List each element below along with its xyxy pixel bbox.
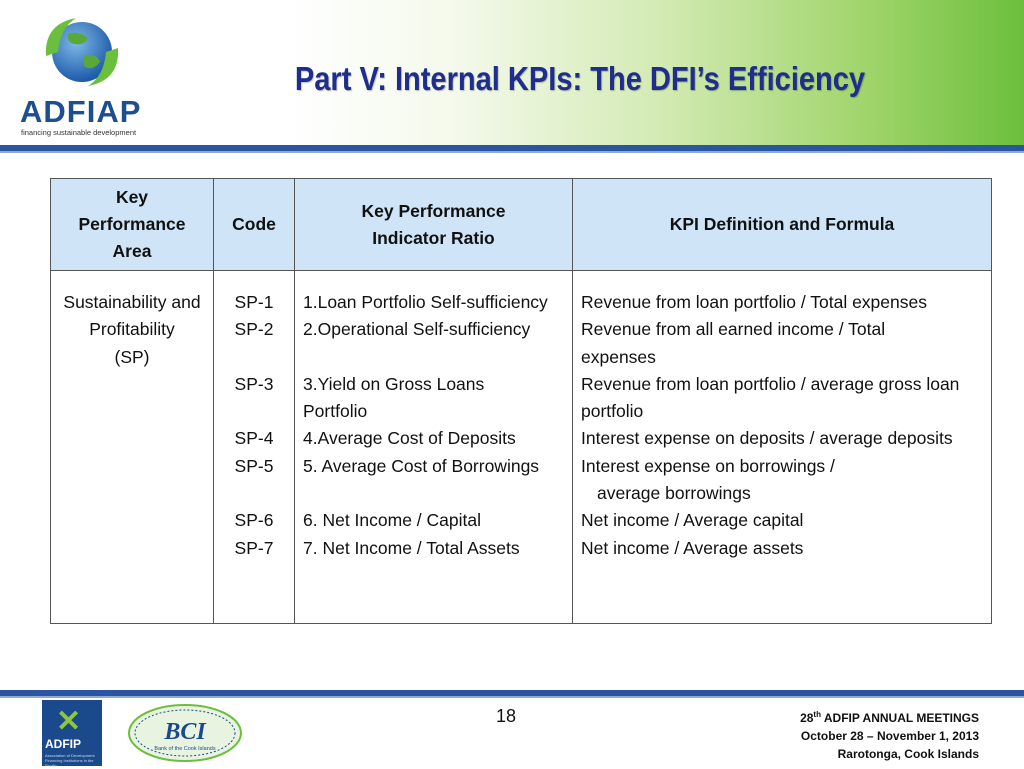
definition-item: Interest expense on deposits / average deposits [581, 428, 953, 449]
bci-wordmark: BCI [164, 719, 206, 745]
definition-item: Interest expense on borrowings / [581, 455, 835, 476]
meeting-place: Rarotonga, Cook Islands [837, 747, 979, 761]
kpa-line: Profitability [89, 319, 175, 340]
definition-item: Revenue from loan portfolio / Total expenses [581, 292, 927, 312]
definition-item: Revenue from all earned income / Total expenses [581, 319, 886, 367]
meeting-title-line: 28th ADFIP ANNUAL MEETINGS [800, 710, 979, 725]
code-item: SP-2 [234, 319, 274, 340]
ratio-item: 7. Net Income / Total Assets [303, 537, 520, 558]
bci-emblem-icon [126, 702, 244, 764]
adfip-subtitle: Association of Development Financing Institutions in the Pacific [45, 753, 95, 768]
globe-icon [38, 12, 126, 92]
logo-wordmark: ADFIAP [20, 94, 142, 129]
ratio-item: 5. Average Cost of Borrowings [303, 455, 540, 476]
ratio-item: 6. Net Income / Capital [303, 510, 481, 531]
ratio-item: 1.Loan Portfolio Self-sufficiency [303, 292, 548, 312]
ratio-item: 3.Yield on Gross Loans Portfolio [303, 373, 485, 422]
definition-item: Net income / Average capital [581, 510, 804, 531]
definition-item: Net income / Average assets [581, 537, 804, 558]
bci-logo [126, 702, 244, 764]
ratio-cell [295, 271, 573, 624]
code-item: SP-3 [234, 373, 274, 394]
slide-title: Part V: Internal KPIs: The DFI’s Efficiency [294, 60, 866, 97]
table-header-row [51, 179, 992, 271]
meeting-info [800, 706, 979, 763]
kpa-line: Sustainability and [63, 292, 201, 312]
adfiap-logo [18, 12, 148, 137]
code-item: SP-7 [234, 537, 274, 558]
logo-tagline: financing sustainable development [21, 128, 137, 137]
kpa-line: (SP) [114, 346, 150, 367]
header-definition: KPI Definition and Formula [573, 179, 992, 271]
adfip-logo [42, 700, 102, 766]
ratio-item: 4.Average Cost of Deposits [303, 428, 516, 449]
definition-item: Revenue from loan portfolio / average gross loan portfolio [581, 373, 960, 422]
x-mark-icon: ✕ [56, 705, 82, 738]
adfip-wordmark: ADFIP [45, 737, 81, 751]
header-kpa: Key Performance Area [51, 179, 214, 271]
header-divider-thin [0, 151, 1024, 153]
code-cell [214, 271, 295, 624]
header-code: Code [214, 179, 295, 271]
page-number: 18 [496, 706, 517, 726]
ratio-item: 2.Operational Self-sufficiency [303, 319, 531, 340]
kpi-table [50, 178, 992, 624]
definition-item: average borrowings [597, 483, 751, 504]
meeting-dates: October 28 – November 1, 2013 [800, 729, 979, 743]
code-item: SP-1 [234, 292, 274, 312]
header-ratio: Key Performance Indicator Ratio [295, 179, 573, 271]
kpa-cell [51, 271, 214, 624]
code-item: SP-5 [234, 455, 274, 476]
code-item: SP-6 [234, 510, 274, 531]
code-item: SP-4 [234, 428, 274, 449]
footer-divider-thin [0, 696, 1024, 698]
bci-subtitle: Bank of the Cook Islands [154, 746, 216, 752]
definition-cell [573, 271, 992, 624]
table-row [51, 271, 992, 624]
